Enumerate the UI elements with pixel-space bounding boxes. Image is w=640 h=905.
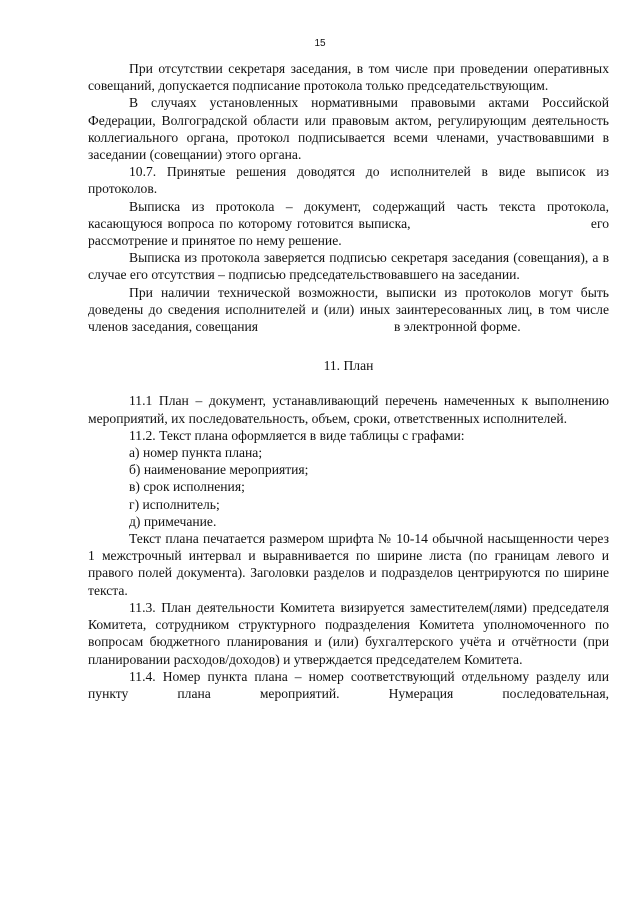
paragraph-11-2: 11.2. Текст плана оформляется в виде таблицы с графами:	[129, 427, 465, 443]
list-item-plan-column: б) наименование мероприятия;	[129, 462, 309, 478]
paragraph-extract-definition: Выписка из протокола – документ, содержащий часть текста протокола, касающуюся вопроса по которому готовится выписка, его рассмотрение и принятое по нему решение.	[88, 198, 613, 249]
paragraph-11-1: 11.1 План – документ, устанавливающий перечень намеченных к выполнению мероприятий, их последовательность, объем, сроки, ответственных исполнителей.	[88, 393, 609, 426]
paragraph-extract-certification: Выписка из протокола заверяется подписью секретаря заседания (совещания), а в случае его отсутствия – подписью председательствовавшего на заседании.	[88, 250, 609, 283]
paragraph-11-3: 11.3. План деятельности Комитета визируется заместителем(лями) председателя Комитета, сотрудником структурного подразделения Комитета уполномоченного по вопросам бюджетного планирования и (или) бухгалтерского учёта и отчётности (при планировании расходов/доходов) и утверждается председателем Комитета.	[88, 599, 609, 667]
paragraph-11-4: 11.4. Номер пункта плана – номер соответствующий отдельному разделу или пункту плана мероприятий. Нумерация последовательная,	[88, 668, 609, 701]
paragraph-no-secretary: При отсутствии секретаря заседания, в том числе при проведении оперативных совещаний, допускается подписание протокола только председательствующим.	[88, 61, 609, 94]
page-number: 15	[314, 38, 326, 49]
document-body	[88, 60, 613, 702]
list-item-plan-column: д) примечание.	[129, 513, 217, 529]
list-item-plan-column: г) исполнитель;	[129, 496, 220, 512]
paragraph-10-7: 10.7. Принятые решения доводятся до исполнителей в виде выписок из протоколов.	[88, 164, 609, 197]
paragraph-all-members-sign: В случаях установленных нормативными правовыми актами Российской Федерации, Волгоградской области или правовым актом, регулирующим деятельность коллегиального органа, протокол подписывается всеми членами, участвовавшими в заседании (совещании) этого органа.	[88, 95, 609, 163]
paragraph-plan-font: Текст плана печатается размером шрифта № 10-14 обычной насыщенности через 1 межстрочный интервал и выравнивается по ширине листа (по границам левого и правого полей документа). Заголовки разделов и подразделов центрируются по ширине текста.	[88, 531, 609, 598]
list-item-plan-column: в) срок исполнения;	[129, 479, 245, 495]
paragraph-electronic-delivery: При наличии технической возможности, выписки из протоколов могут быть доведены до сведения исполнителей и (или) иных заинтересованных лиц, в том числе членов заседания, совещания в электронной форме.	[88, 284, 613, 335]
section-title-plan: 11. План	[323, 358, 374, 374]
list-item-plan-column: а) номер пункта плана;	[129, 445, 263, 461]
